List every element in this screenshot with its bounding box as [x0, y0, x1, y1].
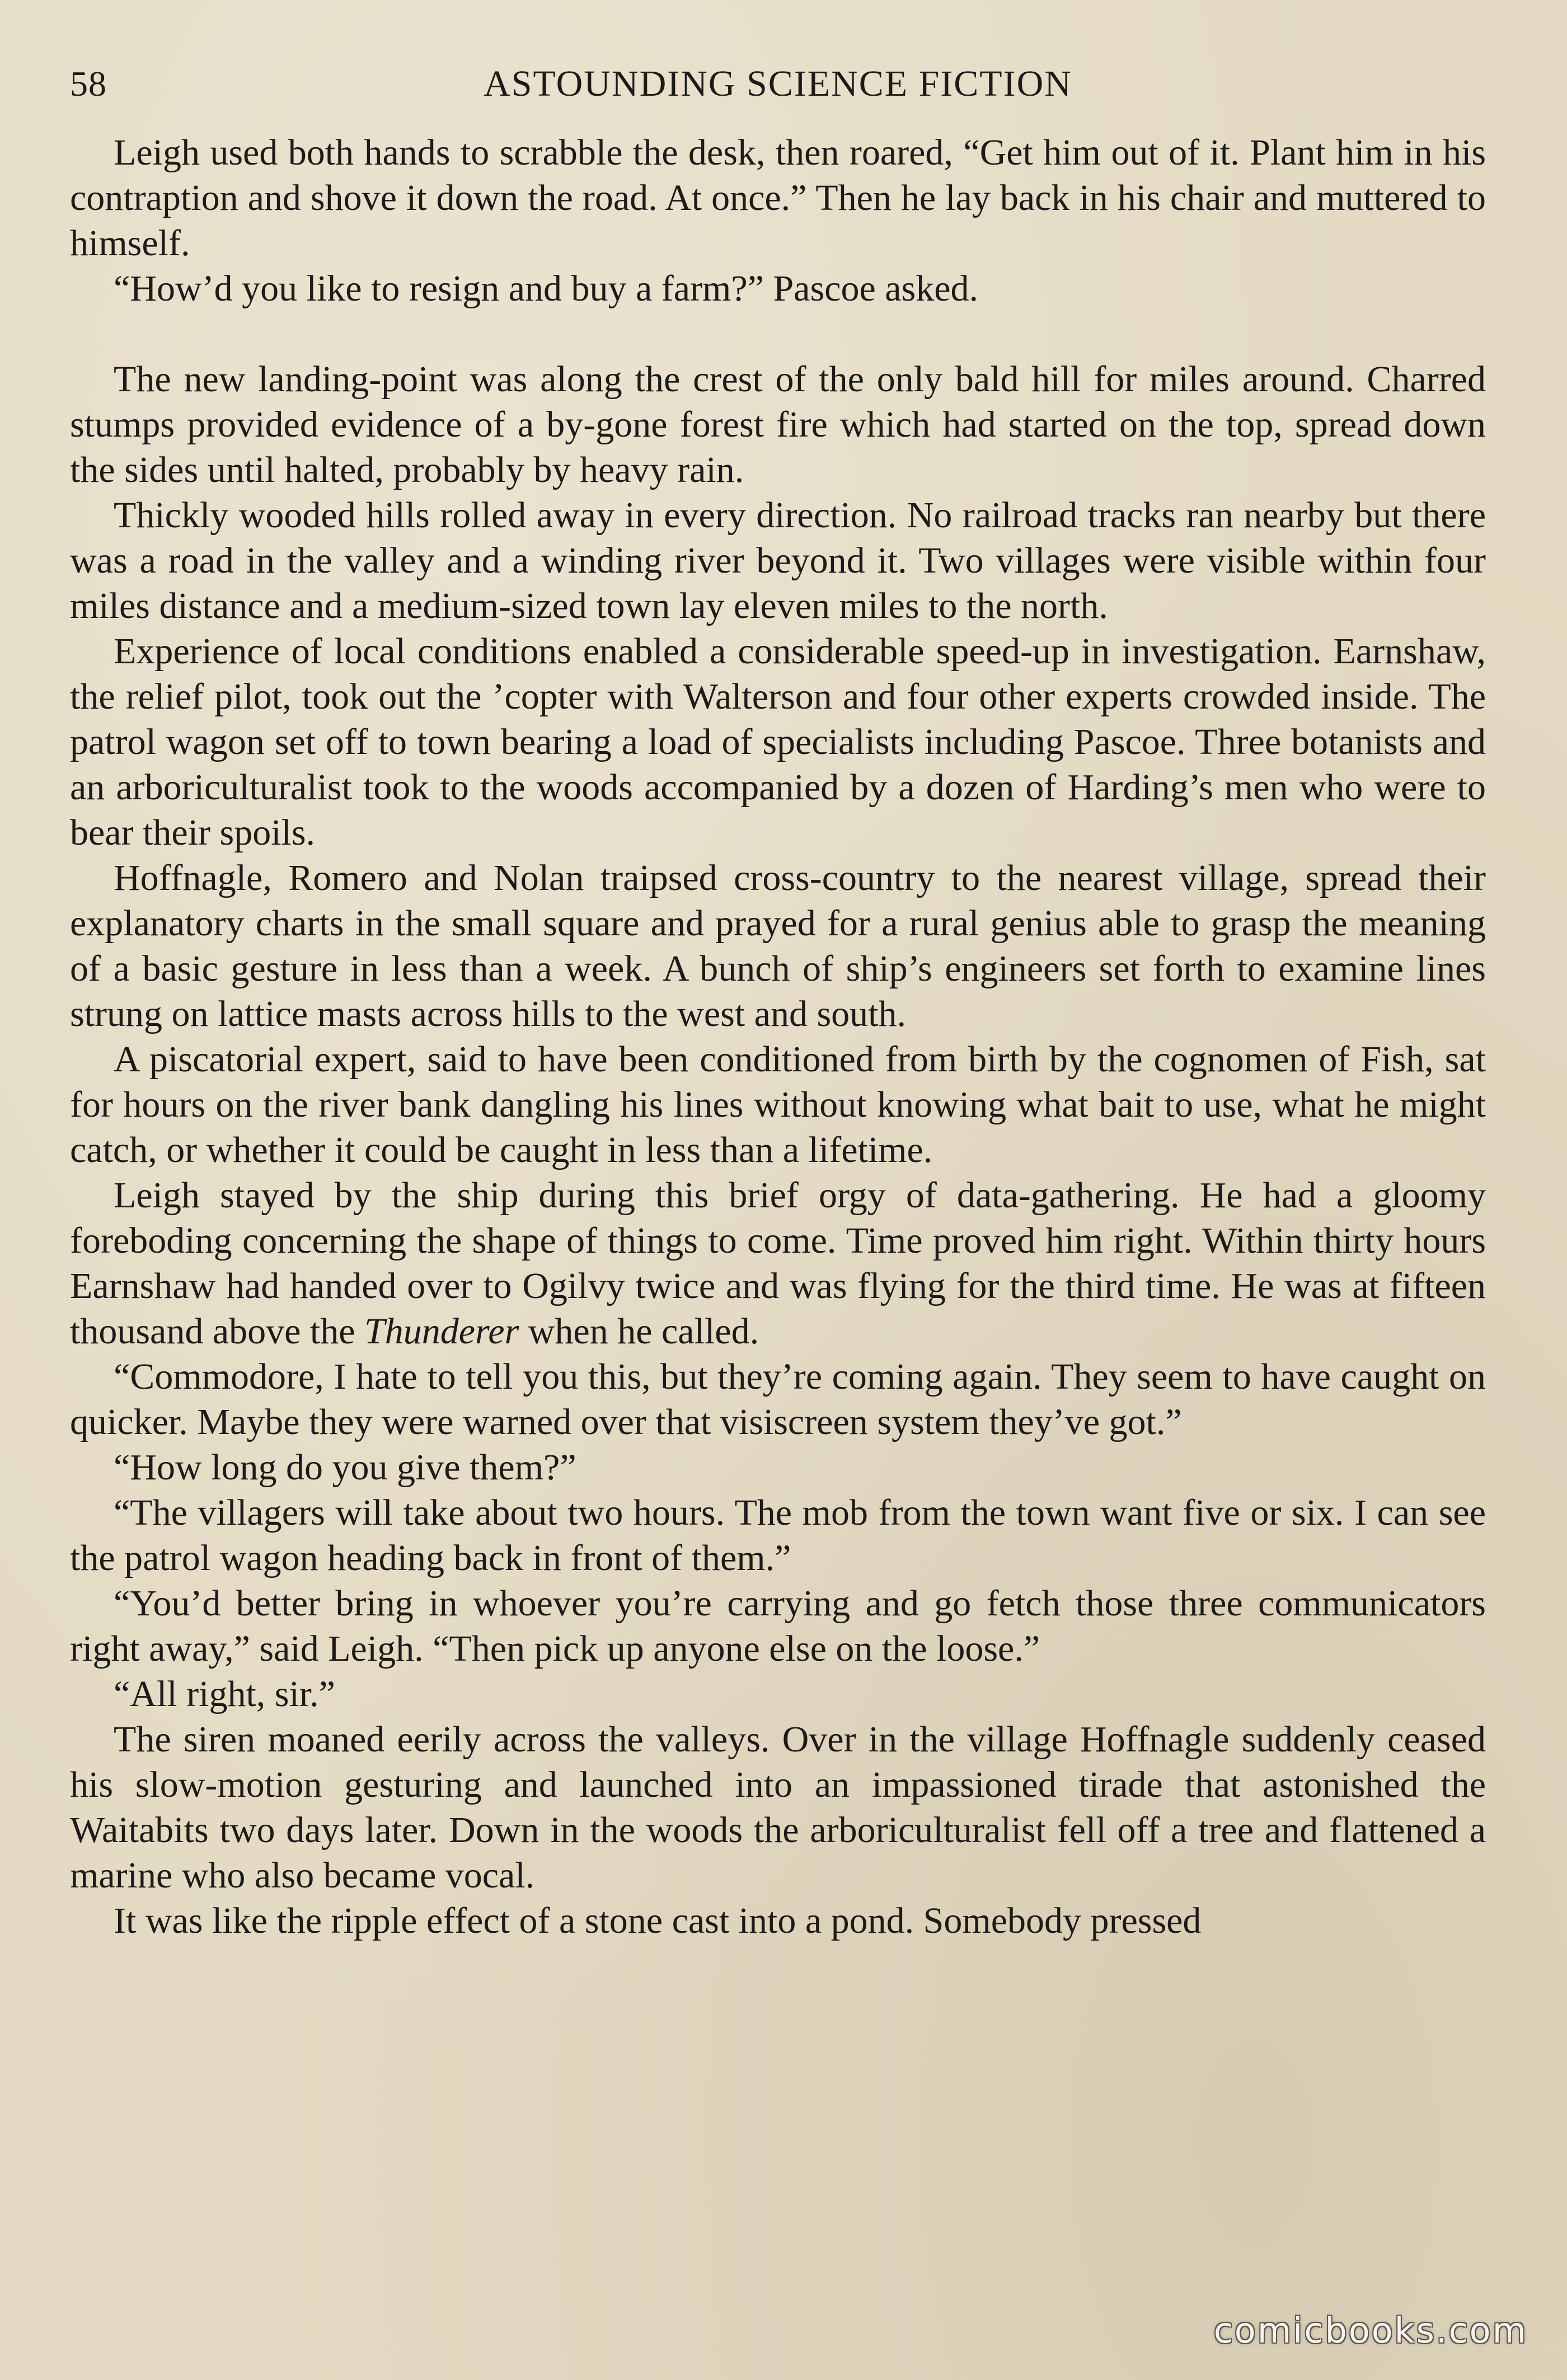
running-head: ASTOUNDING SCIENCE FICTION [484, 63, 1072, 104]
paragraph: Leigh used both hands to scrabble the desk, then roared, “Get him out of it. Plant him in his contraption and shove it down the road. At once.” Then he lay back in his chair and muttered to himself. [70, 132, 1486, 264]
page-number: 58 [70, 64, 107, 104]
paragraph [70, 1173, 1486, 1354]
paragraph: A piscatorial expert, said to have been conditioned from birth by the cognomen of Fish, sat for hours on the river bank dangling his lines without knowing what bait to use, what he might catch, or whether it could be caught in less than a lifetime. [70, 1039, 1486, 1170]
paragraph-text: Leigh stayed by the ship during this brief orgy of data-gathering. He had a gloomy foreboding concerning the shape of things to come. Time proved him right. Within thirty hours Earnshaw had handed over to Ogilvy twice and was flying for the third time. He was at fifteen thousand above the [70, 1175, 1486, 1352]
paragraph: “How’d you like to resign and buy a farm?” Pascoe asked. [114, 268, 979, 309]
paragraph: The new landing-point was along the crest of the only bald hill for miles around. Charred stumps provided evidence of a by-gone forest fire which had started on the top, spread down the sides until halted, probably by heavy rain. [70, 359, 1486, 490]
paragraph: “All right, sir.” [114, 1674, 335, 1714]
paragraph: The siren moaned eerily across the valleys. Over in the village Hoffnagle suddenly ceased his slow-motion gesturing and launched into an impassioned tirade that astonished the Waitabits two days later. Down in the woods the arboriculturalist fell off a tree and flattened a marine who also became vocal. [70, 1719, 1486, 1896]
paragraph: Experience of local conditions enabled a considerable speed-up in investigation. Earnshaw, the relief pilot, took out the ’copter with Walterson and four other experts crowded inside. The patrol wagon set off to town bearing a load of specialists including Pascoe. Three botanists and an arboriculturalist took to the woods accompanied by a dozen of Harding’s men who were to bear their spoils. [70, 631, 1486, 853]
story-text [70, 130, 1486, 1943]
paragraph: It was like the ripple effect of a stone cast into a pond. Somebody pressed [114, 1900, 1202, 1941]
paragraph: “The villagers will take about two hours. The mob from the town want five or six. I can see the patrol wagon heading back in front of them.” [70, 1492, 1486, 1578]
page-header [70, 56, 1486, 112]
watermark: comicbooks.com [1213, 2310, 1528, 2351]
paragraph: Hoffnagle, Romero and Nolan traipsed cross-country to the nearest village, spread their explanatory charts in the small square and prayed for a rural genius able to grasp the meaning of a basic gesture in less than a week. A bunch of ship’s engineers set forth to examine lines strung on lattice masts across hills to the west and south. [70, 858, 1486, 1034]
paragraph-text: when he called. [528, 1311, 759, 1352]
paragraph: “Commodore, I hate to tell you this, but they’re coming again. They seem to have caught on quicker. Maybe they were warned over that visiscreen system they’ve got.” [70, 1356, 1486, 1442]
paragraph: “You’d better bring in whoever you’re carrying and go fetch those three communicators right away,” said Leigh. “Then pick up anyone else on the loose.” [70, 1583, 1486, 1669]
ship-name: Thunderer [364, 1311, 519, 1352]
paragraph: Thickly wooded hills rolled away in every direction. No railroad tracks ran nearby but there was a road in the valley and a winding river beyond it. Two villages were visible within four miles distance and a medium-sized town lay eleven miles to the north. [70, 495, 1486, 626]
paragraph: “How long do you give them?” [114, 1447, 576, 1488]
